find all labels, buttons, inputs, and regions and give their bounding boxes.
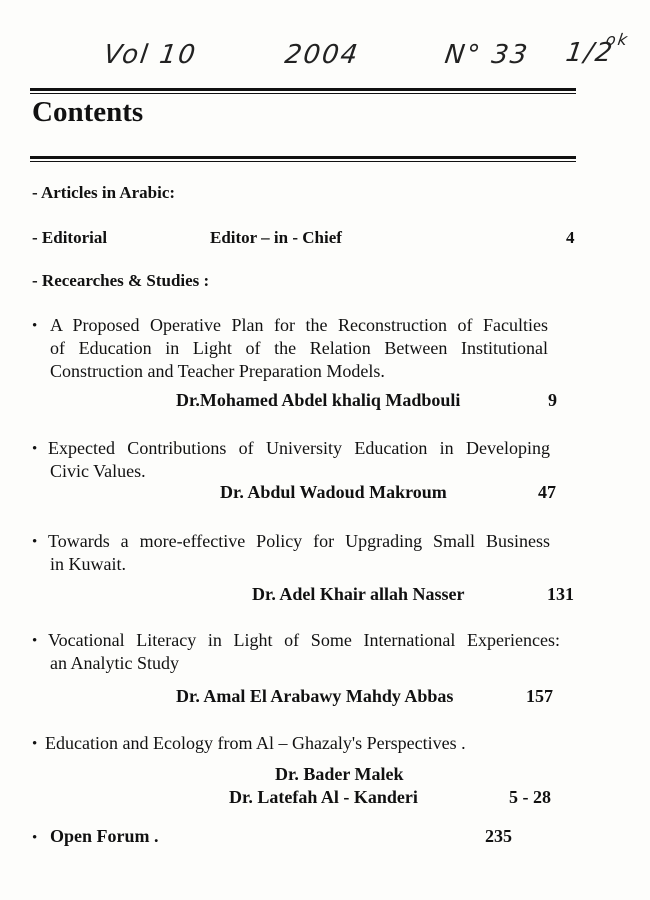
handwritten-number: N° 33 [442, 40, 531, 70]
bullet-icon: • [32, 830, 38, 846]
article-1-title-line-3: Construction and Teacher Preparation Models. [50, 361, 385, 381]
article-2-title-line-2: Civic Values. [50, 461, 146, 481]
article-4-title-line-2: an Analytic Study [50, 653, 179, 673]
article-2-title-line-1: Expected Contributions of University Education in Developing [48, 438, 550, 458]
section-researches: - Recearches & Studies : [32, 271, 210, 290]
bullet-icon: • [32, 534, 38, 550]
editorial-author: Editor – in - Chief [210, 228, 342, 247]
top-rule-thick [30, 88, 576, 91]
article-4-title-line-1: Vocational Literacy in Light of Some International Experiences: [48, 630, 560, 650]
article-5-author-1: Dr. Bader Malek [275, 764, 404, 784]
article-3-title-line-1: Towards a more-effective Policy for Upgrading Small Business [48, 531, 550, 551]
open-forum-page: 235 [485, 826, 512, 846]
handwritten-ok: ok [604, 30, 631, 49]
bullet-icon: • [32, 633, 38, 649]
article-5-author-2: Dr. Latefah Al - Kanderi [229, 787, 418, 807]
open-forum-label: Open Forum . [50, 826, 159, 846]
section-arabic-articles: - Articles in Arabic: [32, 183, 176, 202]
handwritten-volume: Vol 10 [101, 40, 199, 70]
bullet-icon: • [32, 441, 38, 457]
mid-rule-thin [30, 161, 576, 162]
editorial-label: - Editorial [32, 228, 108, 247]
handwritten-year: 2004 [282, 40, 362, 70]
article-2-author: Dr. Abdul Wadoud Makroum [220, 482, 447, 502]
article-2-page: 47 [538, 482, 556, 502]
handwritten-fraction: 1/2 [563, 38, 616, 68]
article-1-title-line-2: of Education in Light of the Relation Between Institutional [50, 338, 548, 358]
page-title: Contents [32, 96, 144, 128]
article-5-page: 5 - 28 [509, 787, 551, 807]
article-1-page: 9 [548, 390, 557, 410]
article-4-page: 157 [526, 686, 553, 706]
article-3-author: Dr. Adel Khair allah Nasser [252, 584, 465, 604]
article-1-author: Dr.Mohamed Abdel khaliq Madbouli [176, 390, 461, 410]
mid-rule-thick [30, 156, 576, 159]
article-3-title-line-2: in Kuwait. [50, 554, 126, 574]
article-5-title-line-1: Education and Ecology from Al – Ghazaly's Perspectives . [45, 733, 466, 753]
article-4-author: Dr. Amal El Arabawy Mahdy Abbas [176, 686, 454, 706]
bullet-icon: • [32, 318, 38, 334]
top-rule-thin [30, 93, 576, 94]
editorial-page: 4 [566, 228, 575, 247]
bullet-icon: • [32, 736, 38, 752]
article-1-title-line-1: A Proposed Operative Plan for the Reconstruction of Faculties [50, 315, 548, 335]
article-3-page: 131 [547, 584, 574, 604]
